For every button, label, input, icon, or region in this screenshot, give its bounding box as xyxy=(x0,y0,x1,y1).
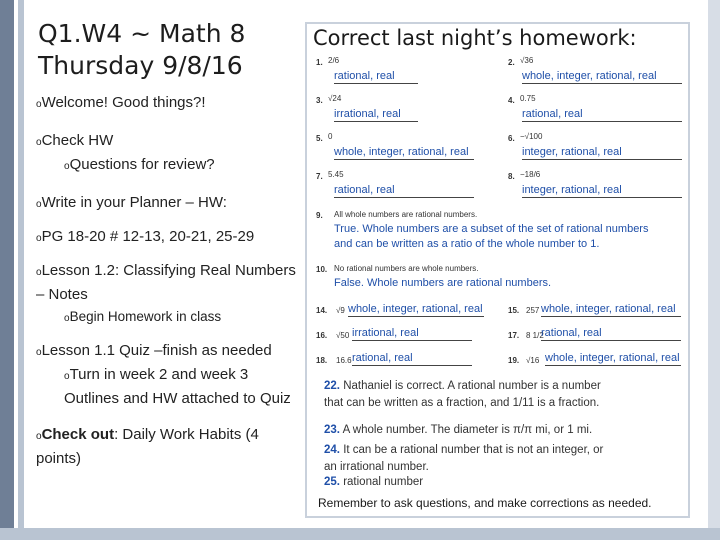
question-expression: √50 xyxy=(336,331,350,340)
bullet-icon: o xyxy=(36,431,42,442)
answer-label: whole, integer, rational, real xyxy=(348,303,483,315)
bullet-icon: o xyxy=(36,347,42,358)
answer-number: 9. xyxy=(316,211,323,220)
answer-number: 6. xyxy=(508,134,515,143)
frame-left-bar xyxy=(0,0,14,540)
answer-underline xyxy=(352,365,472,366)
bullet-icon: o xyxy=(36,99,42,110)
bullet-icon: o xyxy=(36,137,42,148)
answer-label: rational, real xyxy=(334,70,395,82)
answer-number: 25. xyxy=(324,476,340,488)
answer-number: 15. xyxy=(508,306,520,315)
agenda-item-check-hw xyxy=(36,130,298,154)
answer-paragraph xyxy=(324,422,614,439)
answer-number: 19. xyxy=(508,356,520,365)
agenda-list xyxy=(36,92,298,470)
agenda-subitem-questions xyxy=(64,154,298,178)
answer-text xyxy=(522,70,657,82)
answer-text xyxy=(522,146,622,158)
agenda-item-lesson-1-2 xyxy=(36,260,298,306)
agenda-bold-text: Check out xyxy=(41,426,115,443)
question-expression: 0 xyxy=(328,132,333,141)
agenda-item-check-out xyxy=(36,424,298,470)
answer-text xyxy=(334,146,469,158)
agenda-text: Turn in week 2 and week 3 Outlines and HW attached to Quiz xyxy=(64,366,291,407)
answer-text xyxy=(522,108,583,120)
answer-label: integer, rational, real xyxy=(522,184,622,196)
bullet-icon: o xyxy=(64,313,70,324)
frame-left-accent xyxy=(18,0,24,540)
question-expression: −√100 xyxy=(520,132,543,141)
answer-underline xyxy=(522,121,682,122)
question-expression: √16 xyxy=(526,356,540,365)
agenda-text: Begin Homework in class xyxy=(69,309,222,324)
answer-number: 2. xyxy=(508,58,515,67)
bullet-icon: o xyxy=(36,199,42,210)
answer-number: 10. xyxy=(316,265,328,274)
frame-bottom-bar xyxy=(0,528,720,540)
agenda-item-welcome xyxy=(36,92,298,116)
agenda-text: Write in your Planner – HW: xyxy=(41,194,227,211)
question-expression: 16.6 xyxy=(336,356,352,365)
answer-label: rational, real xyxy=(522,108,583,120)
answer-number: 4. xyxy=(508,96,515,105)
question-statement: All whole numbers are rational numbers. xyxy=(334,210,478,219)
answer-underline xyxy=(348,316,484,317)
answer-number: 5. xyxy=(316,134,323,143)
answer-text xyxy=(352,327,419,339)
agenda-text: PG 18-20 # 12-13, 20-21, 25-29 xyxy=(41,228,255,245)
answer-underline xyxy=(522,197,682,198)
answer-body: Nathaniel is correct. A rational number is a number that can be written as a fraction, and 1/11 is a fraction. xyxy=(324,380,601,409)
answer-number: 14. xyxy=(316,306,328,315)
answer-body: It can be a rational number that is not an integer, or an irrational number. xyxy=(324,444,604,473)
bullet-icon: o xyxy=(36,233,42,244)
agenda-subitem-turn-in xyxy=(64,364,298,410)
answer-underline xyxy=(541,340,681,341)
question-expression: √9 xyxy=(336,306,345,315)
question-expression: √24 xyxy=(328,94,342,103)
agenda-text: Questions for review? xyxy=(69,156,215,173)
answer-label: integer, rational, real xyxy=(522,146,622,158)
question-expression: 257 xyxy=(526,306,540,315)
answer-text xyxy=(348,303,483,315)
answer-number: 7. xyxy=(316,172,323,181)
agenda-text: Lesson 1.2: Classifying Real Numbers – Notes xyxy=(36,262,296,303)
agenda-text: Welcome! Good things?! xyxy=(41,94,206,111)
frame-right-bar xyxy=(708,0,720,540)
answer-body: rational number xyxy=(343,476,424,488)
answer-number: 16. xyxy=(316,331,328,340)
answer-number: 1. xyxy=(316,58,323,67)
bullet-icon: o xyxy=(36,267,42,278)
answer-text xyxy=(541,327,602,339)
answer-underline xyxy=(334,83,418,84)
answer-label: whole, integer, rational, real xyxy=(522,70,657,82)
agenda-text: Lesson 1.1 Quiz –finish as needed xyxy=(41,342,272,359)
answer-text xyxy=(334,70,395,82)
question-expression: 8 1/2 xyxy=(526,331,544,340)
agenda-text: Check HW xyxy=(41,132,114,149)
answer-underline xyxy=(545,365,681,366)
question-expression: 5.45 xyxy=(328,170,344,179)
question-statement: No rational numbers are whole numbers. xyxy=(334,264,479,273)
answer-long-text: False. Whole numbers are rational numbers. xyxy=(334,277,552,289)
agenda-item-pages xyxy=(36,226,298,250)
answer-underline xyxy=(522,83,682,84)
answer-underline xyxy=(334,159,474,160)
agenda-item-quiz xyxy=(36,340,298,364)
answer-paragraph xyxy=(324,378,614,412)
answer-text xyxy=(522,184,622,196)
answer-underline xyxy=(334,121,418,122)
answer-underline xyxy=(541,316,681,317)
answer-number: 17. xyxy=(508,331,520,340)
answer-long-text: True. Whole numbers are a subset of the set of rational numbers and can be written as a ratio of the whole number to 1. xyxy=(334,223,649,250)
question-expression: 2/6 xyxy=(328,56,340,65)
answer-paragraph xyxy=(324,474,614,491)
answer-underline xyxy=(522,159,682,160)
bullet-icon: o xyxy=(64,371,70,382)
slide-title: Q1.W4 ~ Math 8 Thursday 9/8/16 xyxy=(38,19,246,80)
answer-underline xyxy=(334,197,474,198)
answer-body: A whole number. The diameter is π/π mi, or 1 mi. xyxy=(342,424,593,436)
answer-label: whole, integer, rational, real xyxy=(334,146,469,158)
answer-label: whole, integer, rational, real xyxy=(545,352,680,364)
question-expression: −18/6 xyxy=(520,170,541,179)
answer-text xyxy=(352,352,413,364)
answer-label: irrational, real xyxy=(334,108,401,120)
question-expression: √36 xyxy=(520,56,534,65)
answer-label: rational, real xyxy=(541,327,602,339)
answer-number: 3. xyxy=(316,96,323,105)
question-expression: 0.75 xyxy=(520,94,536,103)
answer-text xyxy=(334,108,401,120)
answer-label: rational, real xyxy=(352,352,413,364)
answer-text xyxy=(545,352,680,364)
answer-underline xyxy=(352,340,472,341)
answer-label: rational, real xyxy=(334,184,395,196)
answer-number: 18. xyxy=(316,356,328,365)
panel-title: Correct last night’s homework: xyxy=(313,26,637,50)
answer-label: irrational, real xyxy=(352,327,419,339)
agenda-item-planner xyxy=(36,192,298,216)
answer-text xyxy=(334,184,395,196)
answer-number: 22. xyxy=(324,380,340,392)
answer-label: whole, integer, rational, real xyxy=(541,303,676,315)
answer-number: 24. xyxy=(324,444,340,456)
answer-number: 23. xyxy=(324,424,340,436)
answer-paragraph xyxy=(324,442,614,476)
answer-text xyxy=(541,303,676,315)
panel-footer-note: Remember to ask questions, and make corrections as needed. xyxy=(318,496,652,510)
agenda-text: : Daily Work Habits (4 points) xyxy=(36,426,259,467)
agenda-subitem-begin-hw xyxy=(64,306,298,330)
bullet-icon: o xyxy=(64,161,70,172)
answer-number: 8. xyxy=(508,172,515,181)
